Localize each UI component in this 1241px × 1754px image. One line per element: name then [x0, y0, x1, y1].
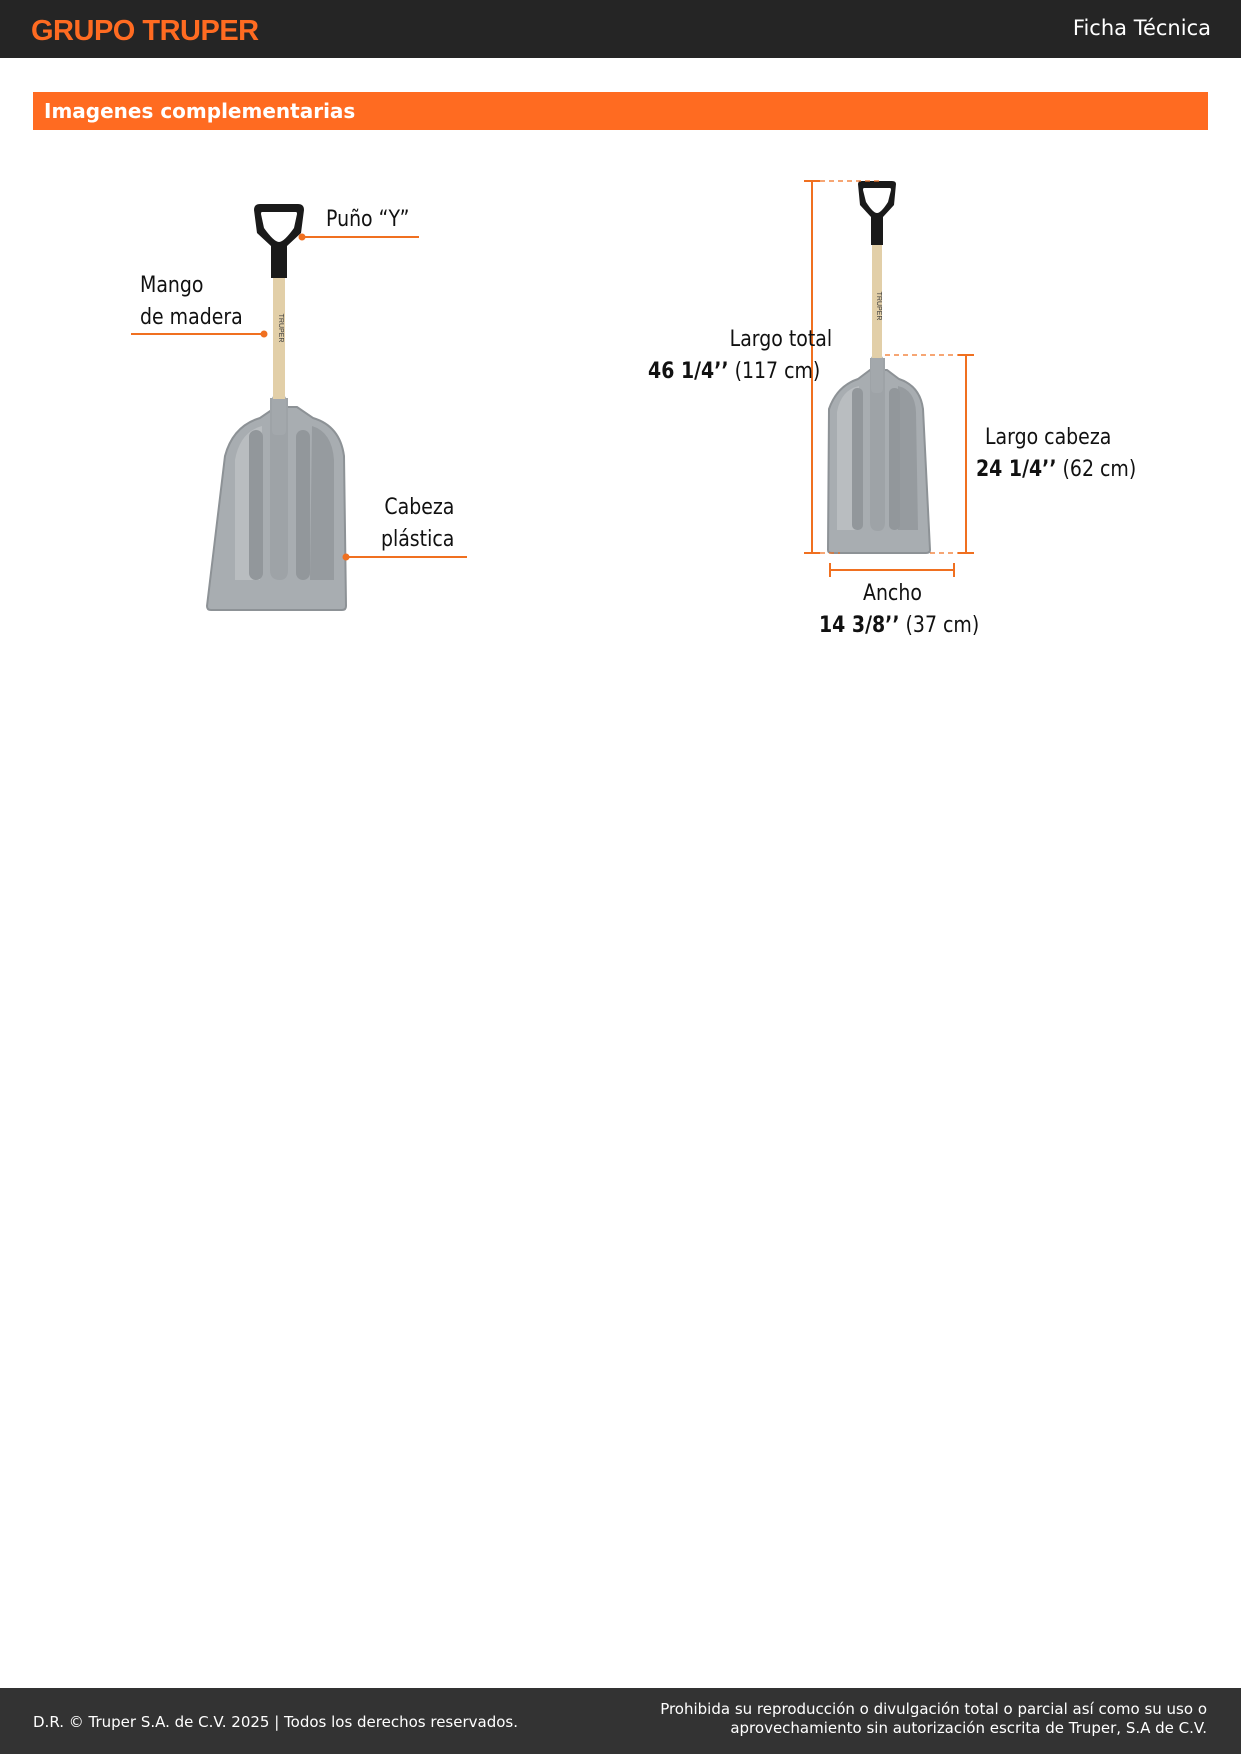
head-label-line2: plástica: [380, 527, 454, 552]
legal-notice: [647, 1700, 1207, 1738]
shovel-parts-illustration: [110, 160, 510, 660]
section-title: Imagenes complementarias: [44, 99, 356, 123]
total-length-metric: (117 cm): [734, 359, 820, 384]
brand-logo: GRUPO TRUPER: [31, 15, 259, 47]
section-header: [33, 92, 1208, 130]
page-footer: [0, 1688, 1241, 1754]
total-length-imperial: 46 1/4’’: [647, 359, 729, 384]
width-label: Ancho: [863, 581, 922, 606]
width-value: [819, 610, 979, 642]
handle-brand-mark: TRUPER: [277, 313, 284, 343]
legal-notice-line1: Prohibida su reproducción o divulgación total o parcial así como su uso o: [660, 1700, 1207, 1718]
handle-brand-mark: TRUPER: [875, 291, 882, 321]
head-length-metric: (62 cm): [1062, 457, 1137, 482]
shovel-parts-figure: [110, 160, 510, 660]
handle-label-line1: Mango: [140, 273, 204, 298]
width-imperial: 14 3/8’’: [819, 613, 900, 638]
head-length-imperial: 24 1/4’’: [976, 457, 1057, 482]
total-length-label: Largo total: [729, 327, 832, 352]
copyright-notice: D.R. © Truper S.A. de C.V. 2025 | Todos los derechos reservados.: [33, 1713, 518, 1731]
width-metric: (37 cm): [905, 613, 980, 638]
total-length-value: [648, 356, 820, 388]
head-length-value: [976, 454, 1136, 486]
document-type-title: Ficha Técnica: [1072, 16, 1211, 40]
handle-label-line2: de madera: [140, 305, 243, 330]
shovel-dimensions-figure: [640, 160, 1150, 660]
page-header: [0, 0, 1241, 58]
head-length-label: Largo cabeza: [985, 425, 1112, 450]
head-label-line1: Cabeza: [384, 495, 454, 520]
grip-label: Puño “Y”: [326, 207, 410, 232]
legal-notice-line2: aprovechamiento sin autorización escrita de Truper, S.A de C.V.: [730, 1719, 1207, 1737]
